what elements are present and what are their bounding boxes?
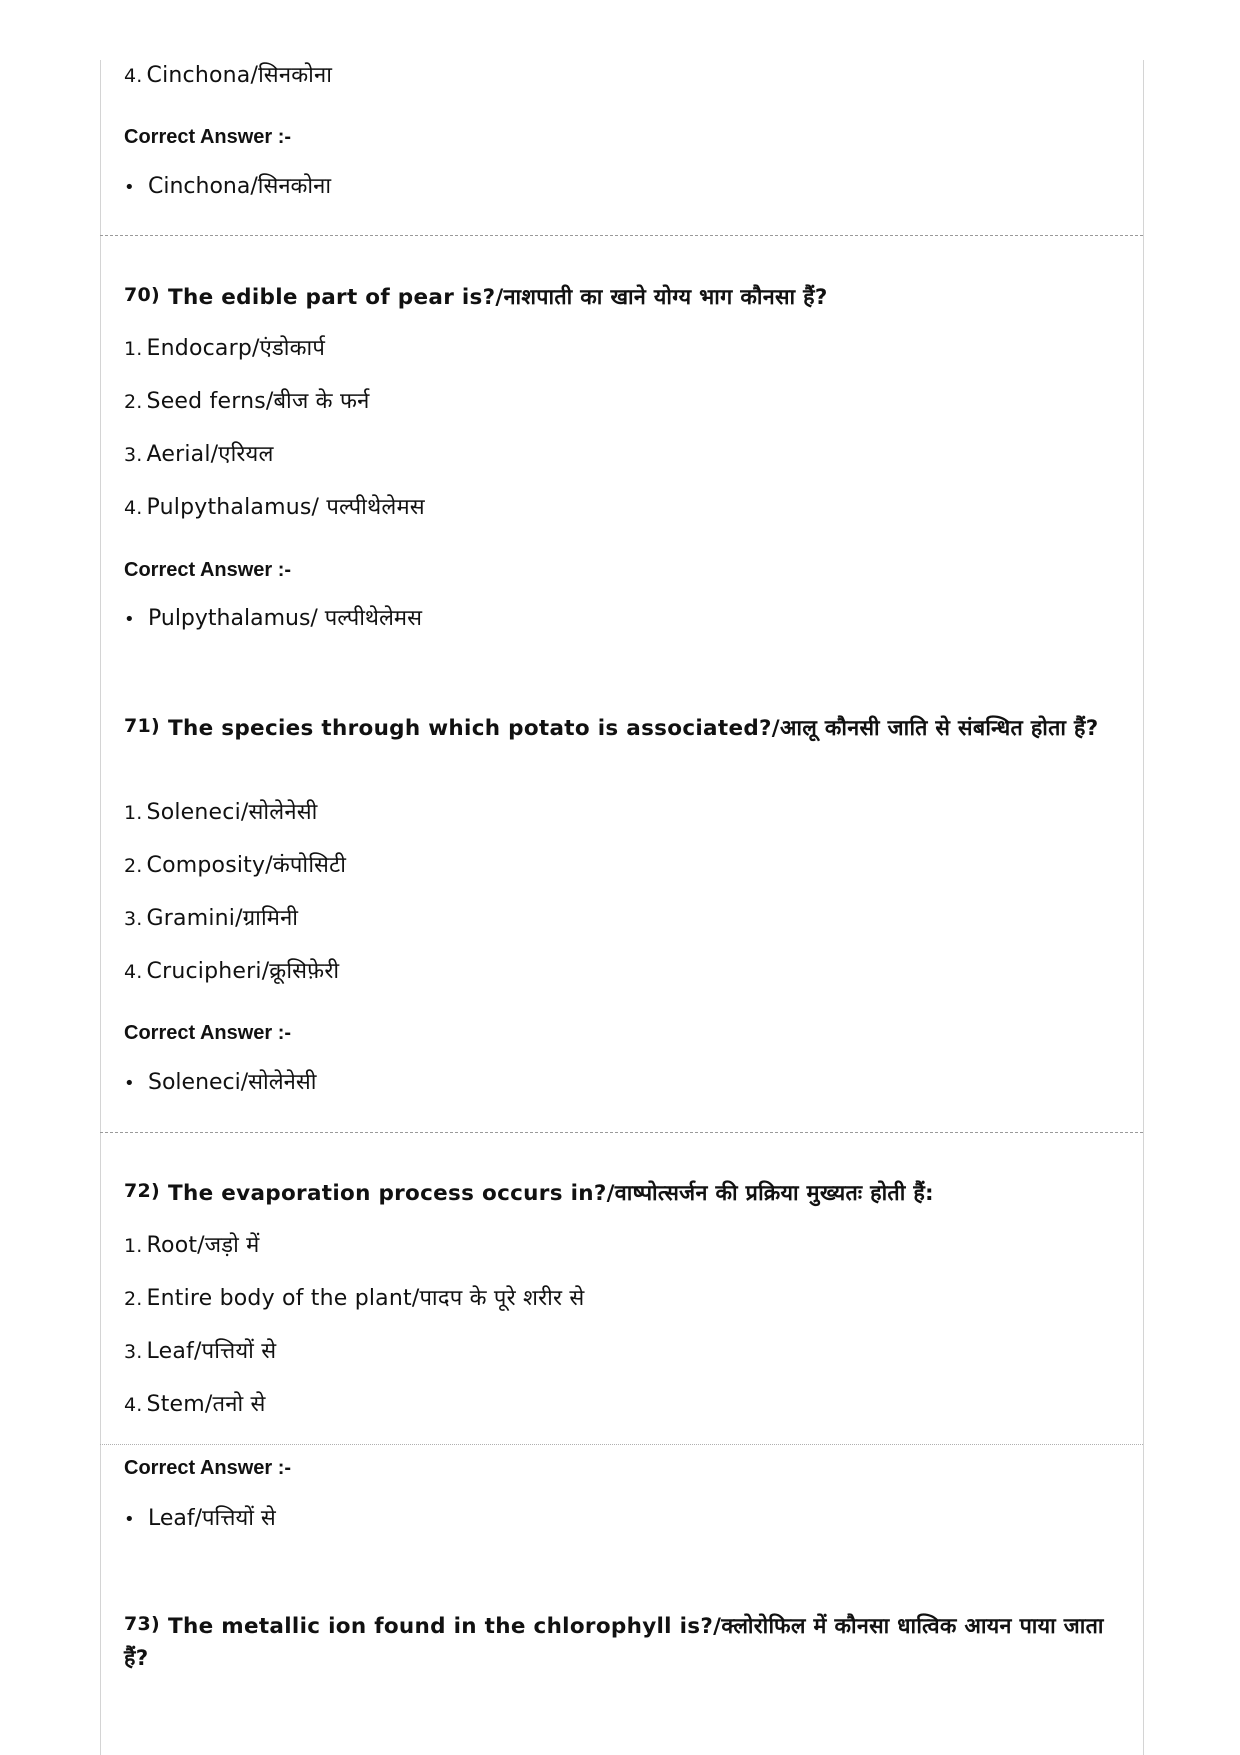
option-text: Entire body of the plant/पादप के पूरे शरीर से [146, 1286, 585, 1311]
question-text: The species through which potato is associated?/आलू कौनसी जाति से संबन्धित होता हैं? [168, 716, 1099, 741]
question-divider [100, 1132, 1143, 1133]
option-4 [124, 494, 425, 522]
option-text: Seed ferns/बीज के फर्न [146, 389, 370, 414]
answer-text: Pulpythalamus/ पल्पीथेलेमस [148, 606, 422, 631]
option-number: 4. [124, 961, 143, 983]
option-4 [124, 1391, 266, 1419]
question-number: 71) [124, 715, 161, 737]
question-number: 73) [124, 1613, 161, 1635]
question-73 [124, 1611, 1114, 1675]
option-number: 4. [124, 65, 143, 87]
bullet-icon: • [124, 1073, 135, 1094]
option-3 [124, 905, 298, 933]
option-1 [124, 1232, 260, 1260]
option-2 [124, 852, 346, 880]
option-number: 1. [124, 1235, 143, 1257]
question-number: 70) [124, 284, 161, 306]
option-number: 4. [124, 497, 143, 519]
option-text: Aerial/एरियल [146, 442, 274, 467]
correct-answer [124, 1505, 276, 1534]
bullet-icon: • [124, 1509, 135, 1530]
question-text: The metallic ion found in the chlorophyll is?/क्लोरोफिल में कौनसा धात्विक आयन पाया जाता हैं? [124, 1614, 1104, 1671]
answer-text: Cinchona/सिनकोना [148, 174, 332, 199]
option-4 [124, 958, 339, 986]
option-text: Pulpythalamus/ पल्पीथेलेमस [146, 495, 425, 520]
section-divider [100, 1444, 1143, 1445]
question-70 [124, 282, 1114, 314]
option-3 [124, 441, 274, 469]
option-number: 1. [124, 338, 143, 360]
option-number: 1. [124, 802, 143, 824]
option-number: 2. [124, 391, 143, 413]
option-text: Leaf/पत्तियों से [146, 1339, 277, 1364]
option-text: Composity/कंपोसिटी [146, 853, 347, 878]
answer-text: Soleneci/सोलेनेसी [148, 1070, 317, 1095]
question-71 [124, 713, 1114, 745]
question-72 [124, 1178, 1114, 1210]
option-3 [124, 1338, 276, 1366]
option-number: 2. [124, 1288, 143, 1310]
option-text: Cinchona/सिनकोना [146, 63, 333, 88]
correct-answer-label: Correct Answer :- [124, 1022, 292, 1044]
option-number: 2. [124, 855, 143, 877]
correct-answer-label: Correct Answer :- [124, 126, 292, 148]
correct-answer-label: Correct Answer :- [124, 559, 292, 581]
bullet-icon: • [124, 609, 135, 630]
option-number: 3. [124, 1341, 143, 1363]
option-text: Gramini/ग्रामिनी [146, 906, 299, 931]
option-2 [124, 1285, 585, 1313]
option-text: Crucipheri/क्रूसिफ़ेरी [146, 959, 340, 984]
option-text: Soleneci/सोलेनेसी [146, 800, 318, 825]
option-1 [124, 335, 325, 363]
answer-text: Leaf/पत्तियों से [148, 1506, 276, 1531]
question-divider [100, 235, 1143, 236]
correct-answer [124, 605, 422, 634]
question-text: The edible part of pear is?/नाशपाती का खाने योग्य भाग कौनसा हैं? [168, 285, 828, 310]
correct-answer [124, 1069, 316, 1098]
option-text: Stem/तनो से [146, 1392, 266, 1417]
option-2 [124, 388, 370, 416]
option-text: Root/जड़ो में [146, 1233, 260, 1258]
option-4 [124, 62, 332, 90]
question-text: The evaporation process occurs in?/वाष्पोत्सर्जन की प्रक्रिया मुख्यतः होती हैं: [168, 1181, 934, 1206]
option-text: Endocarp/एंडोकार्प [146, 336, 326, 361]
question-number: 72) [124, 1180, 161, 1202]
option-number: 3. [124, 444, 143, 466]
bullet-icon: • [124, 177, 135, 198]
correct-answer-label: Correct Answer :- [124, 1457, 292, 1479]
option-number: 3. [124, 908, 143, 930]
correct-answer [124, 173, 331, 202]
option-1 [124, 799, 318, 827]
option-number: 4. [124, 1394, 143, 1416]
